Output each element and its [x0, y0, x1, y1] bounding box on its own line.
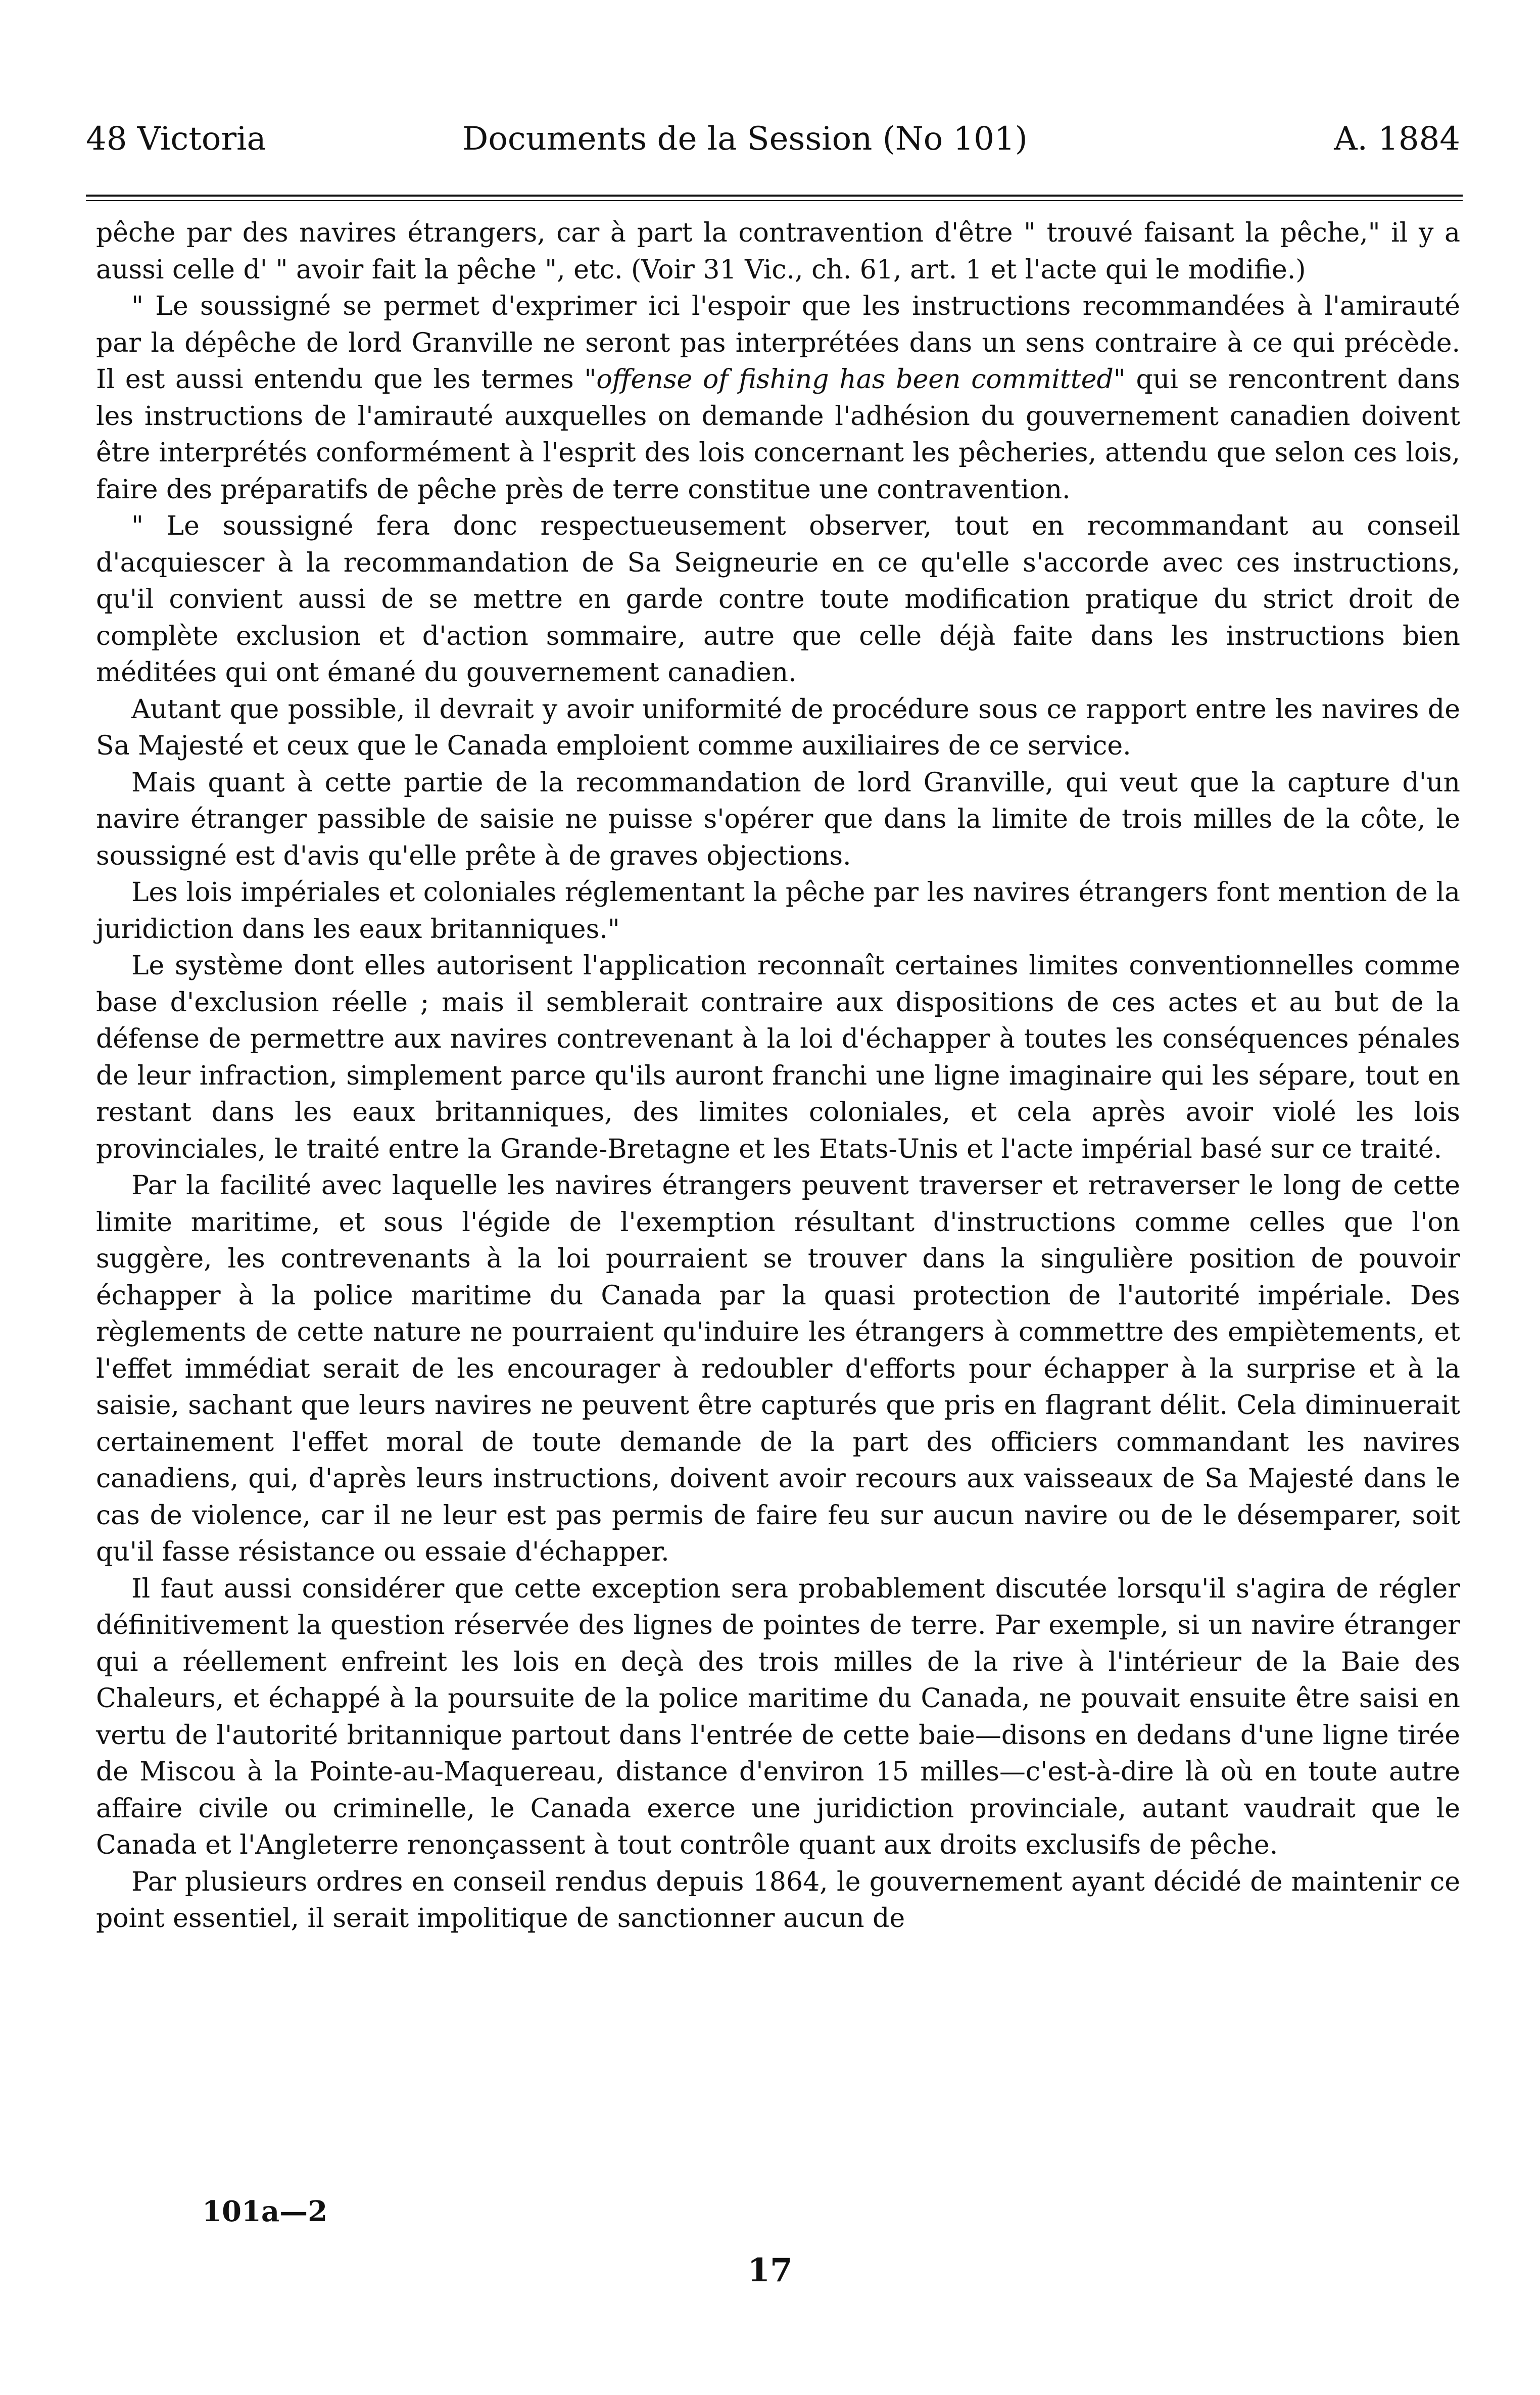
- page-body: [96, 215, 1460, 1937]
- header-year: A. 1884: [1334, 120, 1460, 158]
- paragraph-text: " Le soussigné se permet d'exprimer ici l'espoir que les instructions recommandées à l'amirauté par la dépêche de lord Granville ne seront pas interprétées dans un sens contraire à ce qui précède. Il est aussi entendu que les termes ": [96, 291, 1460, 395]
- paragraph: Il faut aussi considérer que cette exception sera probablement discutée lorsqu'il s'agira de régler définitivement la question réservée des lignes de pointes de terre. Par exemple, si un navire étranger qui a réellement enfreint les lois en deçà des trois milles de la rive à l'intérieur de la Baie des Chaleurs, et échappé à la poursuite de la police maritime du Canada, ne pouvait ensuite être saisi en vertu de l'autorité britannique partout dans l'entrée de cette baie—disons en dedans d'une ligne tirée de Miscou à la Pointe-au-Maquereau, distance d'environ 15 milles—c'est-à-dire là où en toute autre affaire civile ou criminelle, le Canada exerce une juridiction provinciale, autant vaudrait que le Canada et l'Angleterre renonçassent à tout contrôle quant aux droits exclusifs de pêche.: [96, 1573, 1460, 1860]
- paragraph: " Le soussigné fera donc respectueusement observer, tout en recommandant au conseil d'acquiescer à la recommandation de Sa Seigneurie en ce qu'elle s'accorde avec ces instructions, qu'il convient aussi de se mettre en garde contre toute modification pratique du strict droit de complète exclusion et d'action sommaire, autre que celle déjà faite dans les instructions bien méditées qui ont émané du gouvernement canadien.: [96, 511, 1460, 688]
- paragraph: [96, 288, 1460, 508]
- running-header: [86, 116, 1460, 162]
- header-volume: 48 Victoria: [86, 120, 266, 158]
- paragraph: Le système dont elles autorisent l'application reconnaît certaines limites conventionnelles comme base d'exclusion réelle ; mais il semblerait contraire aux dispositions de ces actes et au but de la défense de permettre aux navires contrevenant à la loi d'échapper à toutes les conséquences pénales de leur infraction, simplement parce qu'ils auront franchi une ligne imaginaire qui les sépare, tout en restant dans les eaux britanniques, des limites coloniales, et cela après avoir violé les lois provinciales, le traité entre la Grande-Bretagne et les Etats-Unis et l'acte impérial basé sur ce traité.: [96, 951, 1460, 1164]
- header-title: Documents de la Session (No 101): [462, 120, 1028, 158]
- header-rule-thick: [86, 195, 1463, 197]
- paragraph: Par la facilité avec laquelle les navires étrangers peuvent traverser et retraverser le long de cette limite maritime, et sous l'égide de l'exemption résultant d'instructions comme celles que l'on suggère, les contrevenants à la loi pourraient se trouver dans la singulière position de pouvoir échapper à la police maritime du Canada par la quasi protection de l'autorité impériale. Des règlements de cette nature ne pourraient qu'induire les étrangers à commettre des empiètements, et l'effet immédiat serait de les encourager à redoubler d'efforts pour échapper à la surprise et à la saisie, sachant que leurs navires ne peuvent être capturés que pris en flagrant délit. Cela diminuerait certainement l'effet moral de toute demande de la part des officiers commandant les navires canadiens, qui, d'après leurs instructions, doivent avoir recours aux vaisseaux de Sa Majesté dans le cas de violence, car il ne leur est pas permis de faire feu sur aucun navire ou de le désemparer, soit qu'il fasse résistance ou essaie d'échapper.: [96, 1170, 1460, 1567]
- signature-code: 101a—2: [202, 2195, 328, 2228]
- paragraph: pêche par des navires étrangers, car à part la contravention d'être " trouvé faisant la pêche," il y a aussi celle d' " avoir fait la pêche ", etc. (Voir 31 Vic., ch. 61, art. 1 et l'acte qui le modifie.): [96, 218, 1460, 285]
- paragraph: Autant que possible, il devrait y avoir uniformité de procédure sous ce rapport entre les navires de Sa Majesté et ceux que le Canada emploient comme auxiliaires de ce service.: [96, 694, 1460, 761]
- quoted-term: offense of fishing has been committed: [596, 364, 1114, 395]
- paragraph-text: " qui se rencontrent dans les instructions de l'amirauté auxquelles on demande l'adhésion du gouvernement canadien doivent être interprétés conformément à l'esprit des lois concernant les pêcheries, attendu que selon ces lois, faire des préparatifs de pêche près de terre constitue une contravention.: [96, 364, 1461, 505]
- paragraph: Mais quant à cette partie de la recommandation de lord Granville, qui veut que la capture d'un navire étranger passible de saisie ne puisse s'opérer que dans la limite de trois milles de la côte, le soussigné est d'avis qu'elle prête à de graves objections.: [96, 767, 1460, 871]
- paragraph: Les lois impériales et coloniales réglementant la pêche par les navires étrangers font mention de la juridiction dans les eaux britanniques.": [96, 877, 1460, 945]
- header-rule-thin: [86, 200, 1463, 201]
- page-number: 17: [747, 2251, 793, 2289]
- paragraph: Par plusieurs ordres en conseil rendus depuis 1864, le gouvernement ayant décidé de maintenir ce point essentiel, il serait impolitique de sanctionner aucun de: [96, 1866, 1460, 1934]
